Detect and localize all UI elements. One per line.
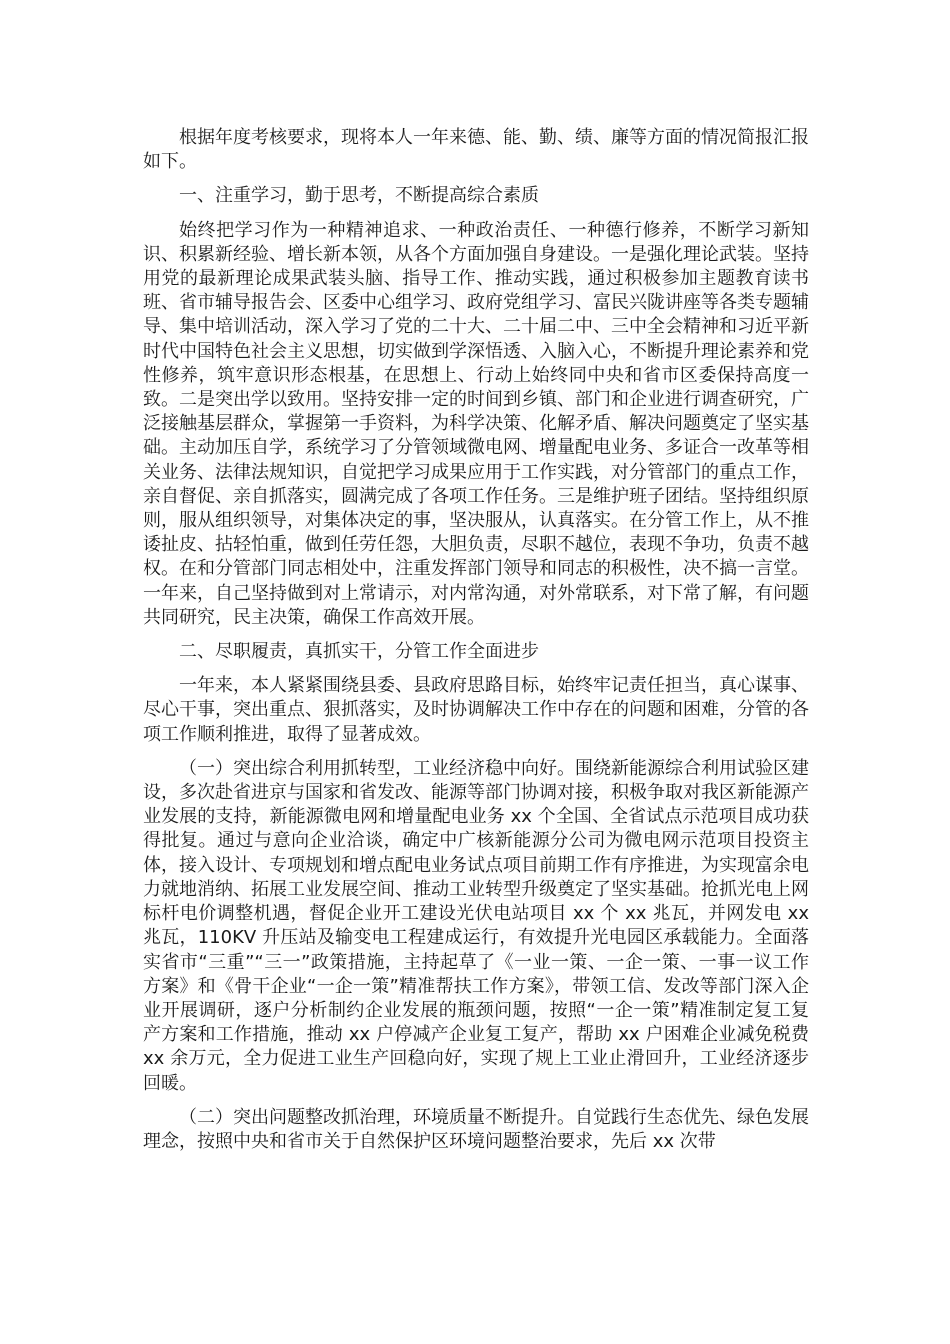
section-1-heading: 一、注重学习，勤于思考，不断提高综合素质 [179,185,539,207]
subsection-1-body: （一）突出综合利用抓转型，工业经济稳中向好。围绕新能源综合利用试验区建设，多次赴省进京与国家和省发改、能源等部门协调对接，积极争取对我区新能源产业发展的支持，新能源微电网和增量配电业务 xx 个全国、全省试点示范项目成功获得批复。通过与意向企业洽谈，确定中广核新能源分公司为微电网示范项目投资主体，接入设计、专项规划和增点配电业务试点项目前期工作有序推进，为实现富余电力就地消纳、拓展工业发展空间、推动工业转型升级奠定了坚实基础。抢抓光电上网标杆电价调整机遇，督促企业开工建设光伏电站项目 xx 个 xx 兆瓦，并网发电 xx 兆瓦，110KV 升压站及输变电工程建成运行，有效提升光电园区承载能力。全面落实省市“三重”“三一”政策措施，主持起草了《一业一策、一企一策、一事一议工作方案》和《骨干企业“一企一策”精准帮扶工作方案》，带领工信、发改等部门深入企业开展调研，逐户分析制约企业发展的瓶颈问题，按照“一企一策”精准制定复工复产方案和工作措施，推动 xx 户停减产企业复工复产，帮助 xx 户困难企业减免税费 xx 余万元，全力促进工业生产回稳向好，实现了规上工业止滑回升，工业经济逐步回暖。 [143,757,809,1094]
section-2-body: 一年来，本人紧紧围绕县委、县政府思路目标，始终牢记责任担当，真心谋事、尽心干事，突出重点、狠抓落实，及时协调解决工作中存在的问题和困难，分管的各项工作顺利推进，取得了显著成效。 [143,675,809,745]
section-2-heading: 二、尽职履责，真抓实干，分管工作全面进步 [179,641,539,663]
section-1-body: 始终把学习作为一种精神追求、一种政治责任、一种德行修养，不断学习新知识、积累新经验、增长新本领，从各个方面加强自身建设。一是强化理论武装。坚持用党的最新理论成果武装头脑、指导工作、推动实践，通过积极参加主题教育读书班、省市辅导报告会、区委中心组学习、政府党组学习、富民兴陇讲座等各类专题辅导、集中培训活动，深入学习了党的二十大、二十届二中、三中全会精神和习近平新时代中国特色社会主义思想，切实做到学深悟透、入脑入心，不断提升理论素养和党性修养，筑牢意识形态根基，在思想上、行动上始终同中央和省市区委保持高度一致。二是突出学以致用。坚持安排一定的时间到乡镇、部门和企业进行调查研究，广泛接触基层群众，掌握第一手资料，为科学决策、化解矛盾、解决问题奠定了坚实基础。主动加压自学，系统学习了分管领域微电网、增量配电业务、多证合一改革等相关业务、法律法规知识，自觉把学习成果应用于工作实践，对分管部门的重点工作，亲自督促、亲自抓落实，圆满完成了各项工作任务。三是维护班子团结。坚持组织原则，服从组织领导，对集体决定的事，坚决服从，认真落实。在分管工作上，从不推诿扯皮、拈轻怕重，做到任劳任怨，大胆负责，尽职不越位，表现不争功，负责不越权。在和分管部门同志相处中，注重发挥部门领导和同志的积极性，决不搞一言堂。一年来，自己坚持做到对上常请示，对内常沟通，对外常联系，对下常了解，有问题共同研究，民主决策，确保工作高效开展。 [143,219,809,628]
intro-paragraph: 根据年度考核要求，现将本人一年来德、能、勤、绩、廉等方面的情况简报汇报如下。 [143,127,809,173]
document-page [143,126,809,1164]
subsection-2-body: （二）突出问题整改抓治理，环境质量不断提升。自觉践行生态优先、绿色发展理念，按照中央和省市关于自然保护区环境问题整治要求，先后 xx 次带 [143,1106,809,1152]
